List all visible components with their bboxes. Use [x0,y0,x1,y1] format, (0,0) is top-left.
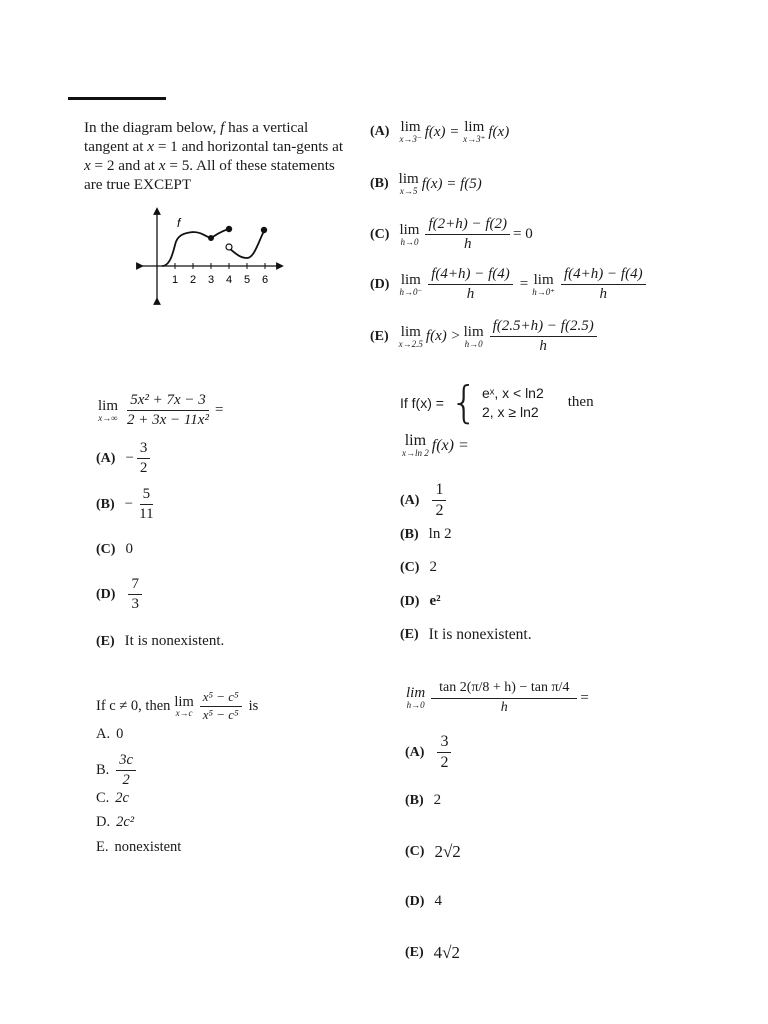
x-tick-label: 3 [208,274,215,286]
header-rule [68,97,166,100]
q4-choice-a[interactable]: A. 0 [96,726,124,742]
q5-expression: lim h→0 $\frac{\text{tan 2(π/8 + h) − tan π/4}}{h}$ = [406,680,589,716]
q5-choice-b[interactable]: (B) 2 [405,792,442,808]
q2-choice-a[interactable]: (A) − $\frac{3}{2}$ [96,440,153,478]
fraction: $\frac{7}{3}$ [128,576,142,614]
point-closed [208,235,214,241]
q5-choice-a[interactable]: (A) $\frac{3}{2}$ [405,733,454,773]
q2-choice-d[interactable]: (D) $\frac{7}{3}$ [96,576,145,614]
point-open [226,244,232,250]
q1-choice-d[interactable]: (D) lim h→0⁻ $\frac{f(4+h) - f(4)}{h}$ = lim h→0⁺ $\frac{f(4+h) - f(4)}{h}$ [370,266,649,304]
point-closed [261,227,267,233]
q5-choice-d[interactable]: (D) 4 [405,893,442,909]
q1-choice-b[interactable]: (B) lim x→5 f(x) = f(5) [370,171,482,196]
curve-left [162,232,211,266]
q5-choice-e[interactable]: (E) 4√2 [405,943,461,962]
q4-choice-d[interactable]: D. 2c² [96,814,135,830]
q4-choice-b[interactable]: B. $\frac{3c}{2}$ [96,752,139,788]
x-tick-label: 5 [244,274,251,286]
fraction: $\frac{\text{x⁵ − c⁵}}{\text{x⁵ − c⁵}}$ [200,690,242,723]
fraction: $\frac{f(2+h) - f(2)}{h}$ [425,216,510,254]
q4-choice-e[interactable]: E. nonexistent [96,839,182,855]
q1-choice-c[interactable]: (C) lim h→0 $\frac{f(2+h) - f(2)}{h}$ = 0 [370,216,533,253]
q2-choice-c[interactable]: (C) 0 [96,541,133,557]
curve-right [230,231,264,258]
q4-choice-c[interactable]: C. 2c [96,790,129,806]
fraction: $\frac{f(4+h) - f(4)}{h}$ [428,266,513,304]
q2-choice-e[interactable]: (E) It is nonexistent. [96,633,225,649]
q3-choice-e[interactable]: (E) It is nonexistent. [400,626,532,643]
q3-limit: lim x→ln 2 f(x) = [402,432,469,458]
q5-choice-c[interactable]: (C) 2√2 [405,842,461,861]
q1-stem: In the diagram below, f has a vertical tangent at x = 1 and horizontal tan-gents at x = 2 and at x = 5. All of these statements are true EXCEPT [84,119,344,193]
x-tick-label: 6 [262,274,269,286]
fraction: $\frac{1}{2}$ [432,481,446,521]
q4-stem: If c ≠ 0, then lim x→c $\frac{\text{x⁵ − c⁵}}{\text{x⁵ − c⁵}}$ is [96,689,259,722]
curve-label: f [177,216,181,230]
q3-case-2: 2, x ≥ ln2 [481,403,539,420]
q1-choice-a[interactable]: (A) lim x→3⁻ f(x) = lim x→3⁺ f(x) [370,119,510,144]
q3-choice-d[interactable]: (D) e² [400,593,441,609]
q2-choice-b[interactable]: (B) − $\frac{5}{11}$ [96,486,160,524]
q1-graph [136,205,286,307]
fraction: $\frac{f(2.5+h) - f(2.5)}{h}$ [490,318,597,356]
q2-expression: lim x→∞ $\frac{\text{5x² + 7x − 3}}{\text{2 + 3x − 11x²}}$ = [98,392,224,429]
x-tick-label: 2 [190,274,197,286]
q3-definition: If f(x) = { eˣ, x < ln2 2, x ≥ ln2 then [400,377,594,428]
q3-case-1: eˣ, x < ln2 [481,384,544,401]
q1-choice-e[interactable]: (E) lim x→2.5 f(x) > lim h→0 $\frac{f(2.5+h) - f(2.5)}{h}$ [370,318,600,356]
fraction: $\frac{3}{2}$ [437,733,451,773]
fraction: $\frac{f(4+h) - f(4)}{h}$ [561,266,646,304]
fraction: $\frac{3c}{2}$ [116,752,136,788]
q3-choice-c[interactable]: (C) 2 [400,559,437,575]
q3-choice-a[interactable]: (A) $\frac{1}{2}$ [400,481,449,521]
x-tick-label: 4 [226,274,233,286]
fraction: $\frac{3}{2}$ [137,440,151,478]
point-closed [226,226,232,232]
fraction: $\frac{\text{tan 2(π/8 + h) − tan π/4}}{h}$ [431,680,577,716]
q3-choice-b[interactable]: (B) ln 2 [400,526,452,542]
fraction: $\frac{5}{11}$ [139,486,154,523]
x-tick-label: 1 [172,274,179,286]
fraction: $\frac{\text{5x² + 7x − 3}}{\text{2 + 3x − 11x²}}$ [127,392,209,429]
